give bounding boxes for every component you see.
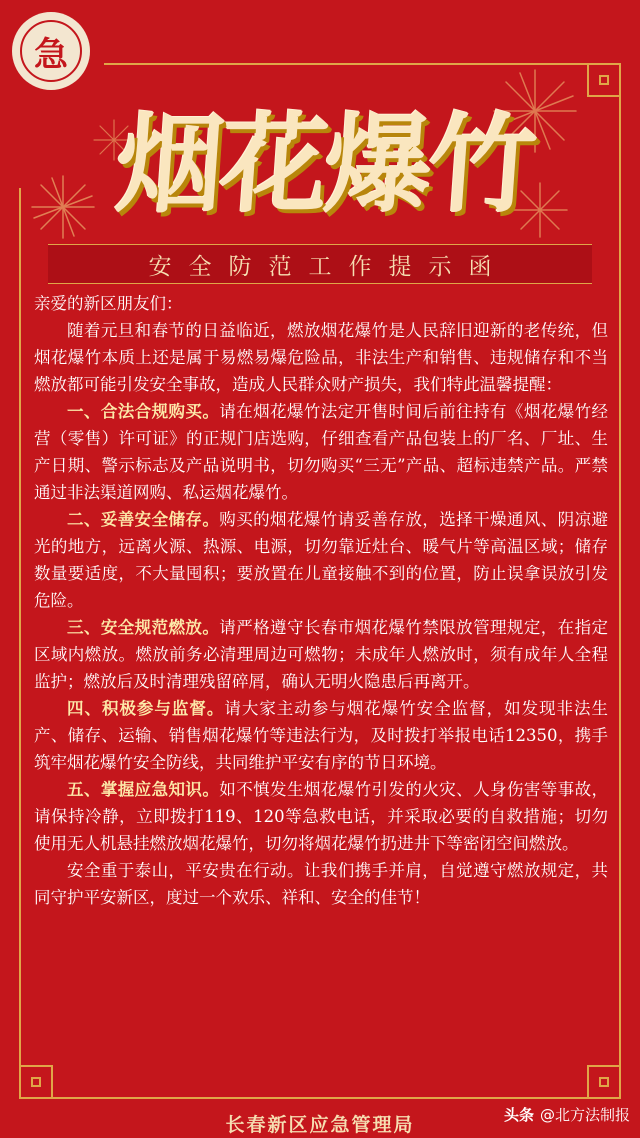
section-text: 如不慎发生烟花爆竹引发的火灾、人身伤害等事故，请保持冷静，立即拨打119、120等急救电话，并采取必要的自救措施；切勿使用无人机悬挂燃放烟花爆竹，切勿将烟花爆竹扔进井下等密闭空间燃放。 — [34, 780, 609, 853]
issuing-organization: 长春新区应急管理局 — [225, 1113, 415, 1136]
subtitle-text: 安全防范工作提示函 — [148, 253, 509, 280]
section-heading: 三、安全规范燃放。 — [67, 618, 220, 637]
seal-character: 急 — [20, 20, 82, 82]
subtitle-banner — [48, 244, 592, 284]
intro-paragraph: 随着元旦和春节的日益临近，燃放烟花爆竹是人民辞旧迎新的老传统，但烟花爆竹本质上还是属于易燃易爆危险品，非法生产和销售、违规储存和不当燃放都可能引发安全事故，造成人民群众财产损失，我们特此温馨提醒： — [34, 321, 608, 394]
section-paragraph — [34, 506, 608, 614]
section-paragraph — [34, 398, 608, 506]
watermark-account: @北方法制报 — [539, 1106, 630, 1124]
page-title: 烟花爆竹 — [111, 102, 537, 228]
letter-body — [34, 290, 608, 911]
section-heading: 五、掌握应急知识。 — [67, 780, 220, 799]
emergency-bureau-seal-logo — [12, 12, 90, 90]
section-text: 购买的烟花爆竹请妥善存放，选择干燥通风、阴凉避光的地方，远离火源、热源、电源，切勿靠近灶台、暖气片等高温区域；储存数量要适度，不大量囤积；要放置在儿童接触不到的位置，防止误拿误放引发危险。 — [34, 510, 609, 610]
section-heading: 四、积极参与监督。 — [67, 699, 225, 718]
closing-paragraph: 安全重于泰山，平安贵在行动。让我们携手并肩，自觉遵守燃放规定，共同守护平安新区，度过一个欢乐、祥和、安全的佳节！ — [34, 861, 608, 907]
watermark-brand: 头条 — [503, 1106, 534, 1124]
section-heading: 一、合法合规购买。 — [67, 402, 220, 421]
section-text: 请严格遵守长春市烟花爆竹禁限放管理规定，在指定区域内燃放。燃放前务必清理周边可燃物；未成年人燃放时，须有成年人全程监护；燃放后及时清理残留碎屑，确认无明火隐患后再离开。 — [34, 618, 609, 691]
section-heading: 二、妥善安全储存。 — [67, 510, 220, 529]
section-paragraph — [34, 776, 608, 857]
greeting: 亲爱的新区朋友们： — [34, 294, 183, 313]
section-paragraph — [34, 695, 608, 776]
source-watermark — [504, 1104, 630, 1125]
firework-left-icon — [28, 172, 98, 242]
section-text: 请大家主动参与烟花爆竹安全监督，如发现非法生产、储存、运输、销售烟花爆竹等违法行为，及时拨打举报电话12350，携手筑牢烟花爆竹安全防线，共同维护平安有序的节日环境。 — [34, 699, 609, 772]
section-paragraph — [34, 614, 608, 695]
section-text: 请在烟花爆竹法定开售时间后前往持有《烟花爆竹经营（零售）许可证》的正规门店选购，仔细查看产品包装上的厂名、厂址、生产日期、警示标志及产品说明书，切勿购买“三无”产品、超标违禁产品。严禁通过非法渠道网购、私运烟花爆竹。 — [34, 402, 609, 502]
